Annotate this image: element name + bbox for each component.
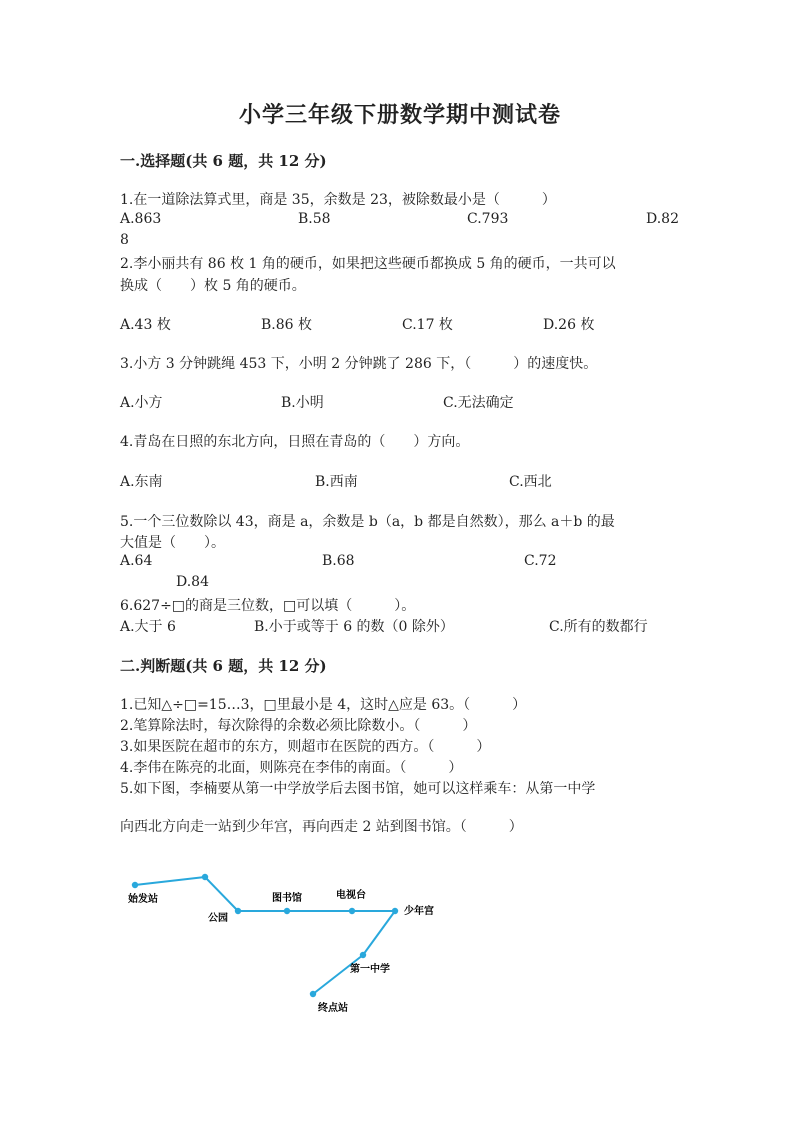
station-label-tv: 电视台 [336,890,366,901]
judgment-item-4: 4.李伟在陈亮的北面，则陈亮在李伟的南面。（ ） [120,760,463,776]
judgment-item-5-line1: 5.如下图，李楠要从第一中学放学后去图书馆，她可以这样乘车：从第一中学 [120,781,596,797]
judgment-item-3: 3.如果医院在超市的东方，则超市在医院的西方。（ ） [120,739,491,755]
q6-option-b: B.小于或等于 6 的数（0 除外） [254,619,454,635]
section-heading-choice: 一.选择题(共 6 题，共 12 分) [120,152,327,170]
station-label-library: 图书馆 [272,893,302,904]
judgment-item-5-line2: 向西北方向走一站到少年宫，再向西走 2 站到图书馆。（ ） [120,819,523,835]
station-dot-start [132,882,138,888]
q1-option-d-wrap: 8 [120,232,129,248]
q4-option-a: A.东南 [120,474,163,490]
station-label-terminal: 终点站 [318,1003,348,1014]
question-5-line2: 大值是（ ）。 [120,535,225,551]
q1-option-b: B.58 [298,211,331,227]
station-dot-park [235,908,241,914]
q5-option-b: B.68 [322,553,355,569]
q5-option-d: D.84 [176,574,209,590]
station-dot-terminal [310,991,316,997]
q4-option-b: B.西南 [315,474,358,490]
q1-option-d: D.82 [646,211,679,227]
q3-option-a: A.小方 [120,395,163,411]
q2-option-b: B.86 枚 [261,317,313,333]
station-dot-school [360,952,366,958]
q1-option-c: C.793 [467,211,509,227]
station-dot-tv [349,908,355,914]
station-label-school: 第一中学 [350,964,390,975]
q5-option-c: C.72 [524,553,557,569]
q3-option-b: B.小明 [281,395,324,411]
q5-option-a: A.64 [120,553,153,569]
question-1-text: 1.在一道除法算式里，商是 35，余数是 23，被除数最小是（ ） [120,192,556,208]
section-heading-judgment: 二.判断题(共 6 题，共 12 分) [120,657,327,675]
q3-option-c: C.无法确定 [443,395,514,411]
question-3-text: 3.小方 3 分钟跳绳 453 下，小明 2 分钟跳了 286 下，（ ）的速度快。 [120,356,598,372]
station-label-start: 始发站 [128,894,158,905]
page-title: 小学三年级下册数学期中测试卷 [238,102,561,128]
route-segment-start-a [135,877,205,885]
station-dot-youth-palace [392,908,398,914]
question-4-text: 4.青岛在日照的东北方向，日照在青岛的（ ）方向。 [120,434,470,450]
station-dot-library [284,908,290,914]
q6-option-c: C.所有的数都行 [549,619,648,635]
q2-option-c: C.17 枚 [402,317,453,333]
q1-option-a: A.863 [120,211,162,227]
question-5-line1: 5.一个三位数除以 43，商是 a，余数是 b（a，b 都是自然数），那么 a＋b 的最 [120,514,615,530]
q2-option-d: D.26 枚 [543,317,595,333]
q4-option-c: C.西北 [509,474,552,490]
q6-option-a: A.大于 6 [120,619,176,635]
question-2-line1: 2.李小丽共有 86 枚 1 角的硬币，如果把这些硬币都换成 5 角的硬币，一共可以 [120,256,616,272]
station-label-park: 公园 [208,913,228,924]
route-segment-youth-palace-school [363,911,395,955]
question-6-text: 6.627÷□的商是三位数，□可以填（ ）。 [120,598,416,614]
question-2-line2: 换成（ ）枚 5 角的硬币。 [120,278,306,294]
station-label-youth-palace: 少年宫 [404,906,434,917]
route-segment-a-park [205,877,238,911]
station-dot-unnamed [202,874,208,880]
bus-route-map [110,860,470,1030]
judgment-item-1: 1.已知△÷□=15…3，□里最小是 4，这时△应是 63。（ ） [120,697,527,713]
judgment-item-2: 2.笔算除法时，每次除得的余数必须比除数小。（ ） [120,718,477,734]
q2-option-a: A.43 枚 [120,317,171,333]
